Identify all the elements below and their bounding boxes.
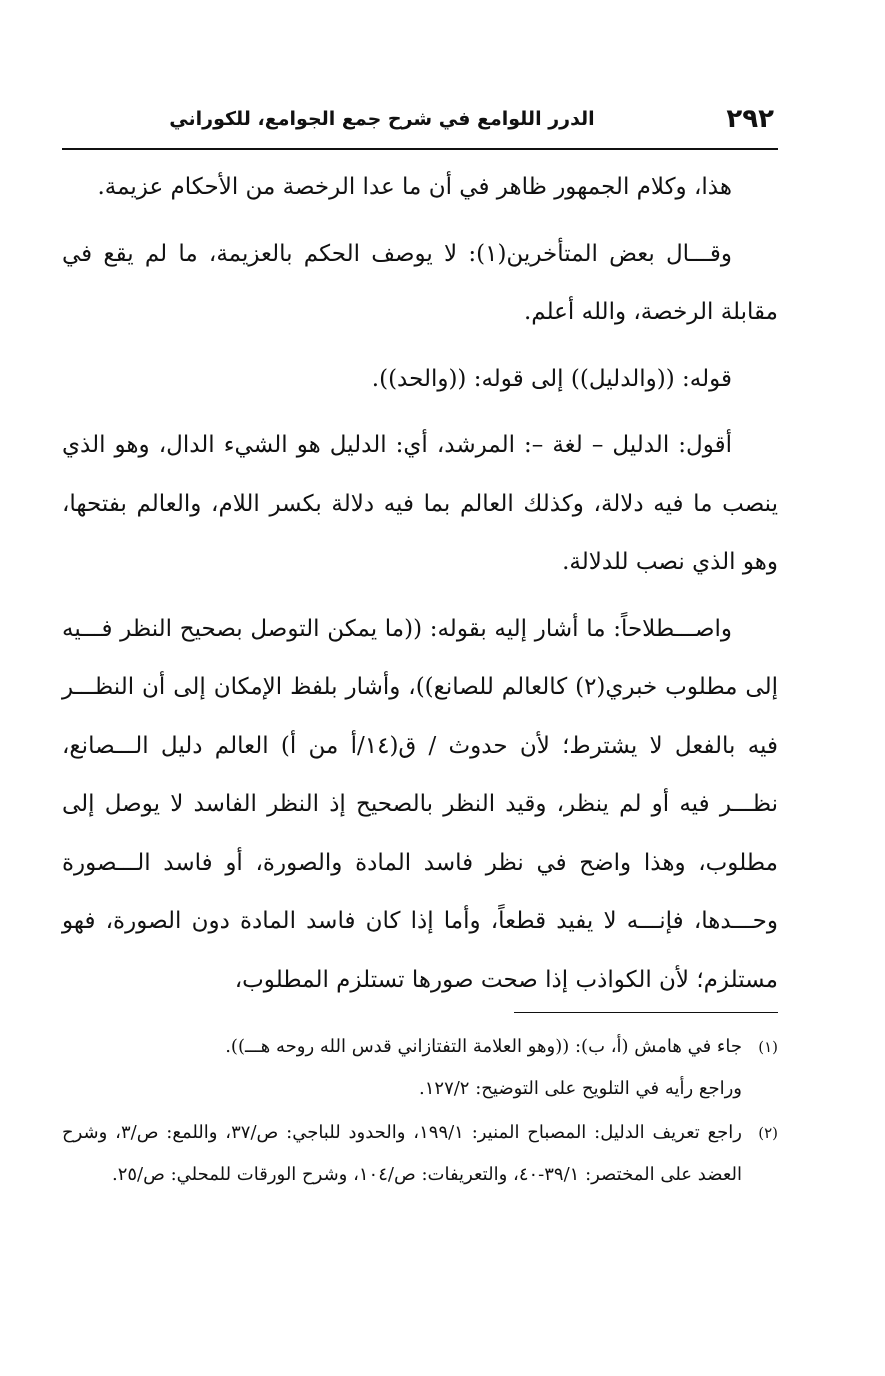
paragraph-2: وقـــال بعض المتأخرين(١): لا يوصف الحكم بالعزيمة، ما لم يقع في مقابلة الرخصة، والله أعلم. xyxy=(62,240,778,325)
main-text xyxy=(62,158,778,1017)
page-header xyxy=(62,100,778,140)
footnote-2 xyxy=(62,1112,778,1196)
footnote-line: جاء في هامش (أ، ب): ((وهو العلامة التفتازاني قدس الله روحه هـــ)). xyxy=(225,1036,742,1057)
paragraph-3: قوله: ((والدليل)) إلى قوله: ((والحد)). xyxy=(371,365,732,392)
running-title: الدرر اللوامع في شرح جمع الجوامع، للكوراني xyxy=(169,108,595,130)
footnote-1 xyxy=(62,1026,778,1110)
footnotes xyxy=(62,1026,778,1198)
footnote-line: وراجع رأيه في التلويح على التوضيح: ١٢٧/٢. xyxy=(419,1078,742,1099)
paragraph-1: هذا، وكلام الجمهور ظاهر في أن ما عدا الرخصة من الأحكام عزيمة. xyxy=(97,174,732,200)
header-rule xyxy=(62,148,778,150)
paragraph-5: واصـــطلاحاً: ما أشار إليه بقوله: ((ما يمكن التوصل بصحيح النظر فـــيه إلى مطلوب خبري(٢) كالعالم للصانع))، وأشار بلفظ الإمكان إلى أن النظـــر فيه بالفعل لا يشترط؛ لأن حدوث / ق(١٤/أ من أ) العالم دليل الـــصانع، نظـــر فيه أو لم ينظر، وقيد النظر بالصحيح إذ النظر الفاسد لا يوصل إلى مطلوب، وهذا واضح في نظر فاسد المادة والصورة، أو فاسد الـــصورة وحـــدها، فإنـــه لا يفيد قطعاً، وأما إذا كان فاسد المادة دون الصورة، فهو مستلزم؛ لأن الكواذب إذا صحت صورها تستلزم المطلوب، xyxy=(62,615,778,993)
footnote-line: راجع تعريف الدليل: المصباح المنير: ١٩٩/١، والحدود للباجي: ص/٣٧، واللمع: ص/٣، وشرح العضد على المختصر: ٣٩/١-٤٠، والتعريفات: ص/١٠٤، وشرح الورقات للمحلي: ص/٢٥. xyxy=(62,1122,743,1185)
footnote-separator xyxy=(514,1012,778,1013)
footnote-number: (١) xyxy=(758,1038,778,1056)
paragraph-4: أقول: الدليل – لغة –: المرشد، أي: الدليل هو الشيء الدال، وهو الذي ينصب ما فيه دلالة، وكذلك العالم بما فيه دلالة بكسر اللام، والعالم بفتحها، وهو الذي نصب للدلالة. xyxy=(62,432,778,575)
page-number: ٢٩٢ xyxy=(726,104,774,134)
footnote-number: (٢) xyxy=(758,1124,778,1142)
